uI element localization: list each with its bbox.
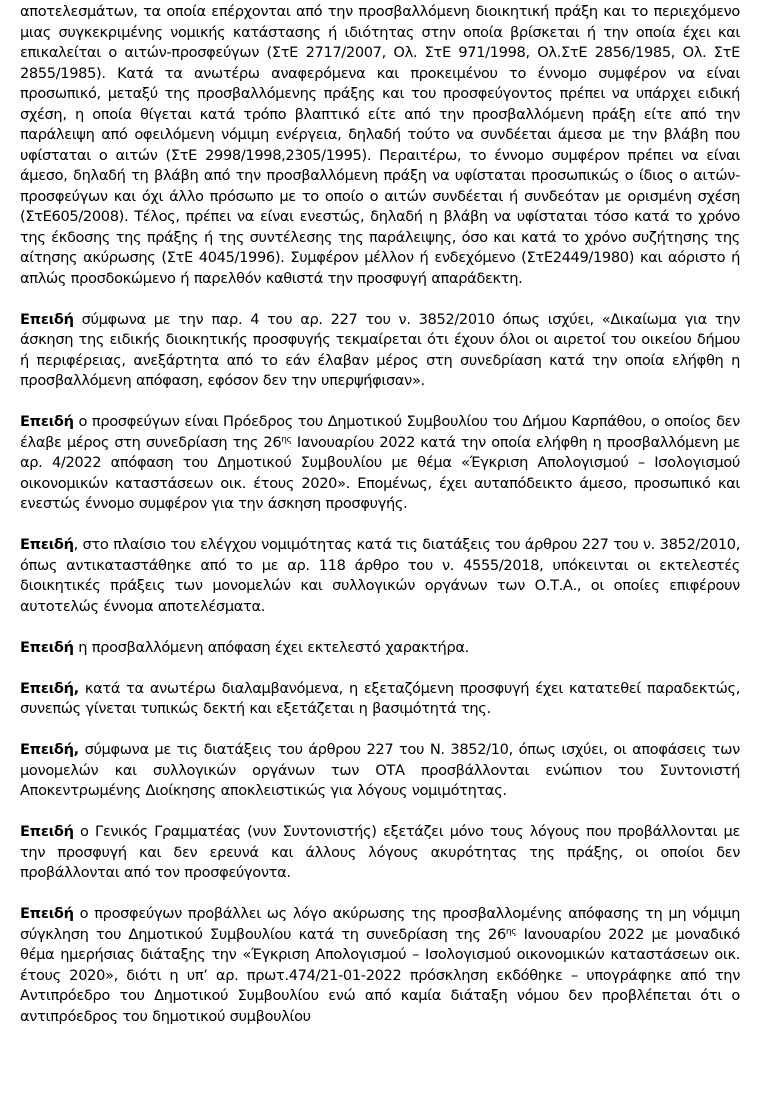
ordinal-suffix: ης [505,926,517,937]
ordinal-suffix: ης [281,434,292,445]
paragraph-appellant-standing [20,412,740,515]
paragraph-lead: Επειδή, [20,679,79,697]
paragraph-admissibility [20,679,740,720]
paragraph-executive-nature [20,638,740,659]
paragraph-text: ο προσφεύγων είναι Πρόεδρος του Δημοτικού Συμβουλίου του Δήμου Καρπάθου, ο οποίος δεν έλαβε μέρος στη συνεδρίαση της 26 [20,413,740,451]
paragraph-lead: Επειδή [20,823,74,840]
paragraph-lead: Επειδή [20,310,74,328]
paragraph-text: ο Γενικός Γραμματέας (νυν Συντονιστής) εξετάζει μόνο τους λόγους που προβάλλονται με την προσφυγή και δεν ερευνά και άλλους λόγους ακυρότητας της πράξης, οι οποίοι δεν προβάλλονται από τον προσφεύγοντα. [20,823,740,881]
paragraph-lead: Επειδή [20,905,74,922]
paragraph-legality-review [20,535,740,617]
paragraph-text: η προσβαλλόμενη απόφαση έχει εκτελεστό χαρακτήρα. [73,638,469,656]
paragraph-scope-of-review [20,822,740,884]
paragraph-legal-interest-continued [20,2,740,289]
paragraph-grounds-of-annulment [20,904,740,1027]
paragraph-text: Ιανουαρίου 2022 με μοναδικό θέμα ημερήσιας διάταξης την «Έγκριση Απολογισμού – Ισολογισμού οικονομικών καταστάσεων οικ. έτους 2020», διότι η υπ’ αρ. πρωτ.474/21-01-2022 πρόσκληση εκδόθηκε – υπογράφηκε από την Αντιπρόεδρο του Δημοτικού Συμβουλίου ενώ από καμία διάταξη νόμου δεν προβλέπεται ότι ο αντιπρόεδρος του δημοτικού συμβουλίου [20,925,741,1025]
paragraph-right-to-appeal [20,310,740,392]
paragraph-text: Ιανουαρίου 2022 κατά την οποία ελήφθη η προσβαλλόμενη με αρ. 4/2022 απόφαση του Δημοτικού Συμβουλίου με θέμα «Έγκριση Απολογισμού – Ισολογισμού οικονομικών καταστάσεων οικ. έτους 2020». Επομένως, έχει αυταπόδεικτο άμεσο, προσωπικό και ενεστώς έννομο συμφέρον για την άσκηση προσφυγής. [20,433,740,512]
paragraph-text: αποτελεσμάτων, τα οποία επέρχονται από την προσβαλλόμενη διοικητική πράξη και το περιεχόμενο μιας συγκεκριμένης νομικής κατάστασης ή ιδιότητας στην οποία βρίσκεται ή την οποία έχει και επικαλείται ο αιτών-προσφεύγων (ΣτΕ 2717/2007, Ολ. ΣτΕ 971/1998, Ολ.ΣτΕ 2856/1985, Ολ. ΣτΕ 2855/1985). Κατά τα ανωτέρω αναφερόμενα και προκειμένου το έννομο συμφέρον να είναι προσωπικό, μεταξύ της προσβαλλόμενης πράξης και του προσφεύγοντος πρέπει να υπάρχει ειδική σχέση, η οποία θίγεται κατά τρόπο βλαπτικό είτε από την προσβαλλόμενη πράξη είτε από την παράλειψη από οφειλόμενη νόμιμη ενέργεια, δηλαδή τούτο να συνδέεται άμεσα με την βλάβη που υφίσταται ο αιτών (ΣτΕ 2998/1998,2305/1995). Περαιτέρω, το έννομο συμφέρον πρέπει να είναι άμεσο, δηλαδή τη βλάβη από την προσβαλλόμενη πράξη να υφίσταται προσωπικώς ο ίδιος ο αιτών-προσφεύγων και όχι άλλο πρόσωπο με το οποίο ο αιτών συνδέεται ή συνδεόταν με ορισμένη σχέση (ΣτΕ605/2008). Τέλος, πρέπει να είναι ενεστώς, δηλαδή η βλάβη να υφίσταται τόσο κατά το χρόνο της έκδοσης της πράξης ή της συντέλεσης της παράλειψης, όσο και κατά το χρόνο συζήτησης της αίτησης ακύρωσης (ΣτΕ 4045/1996). Συμφέρον μέλλον ή ενδεχόμενο (ΣτΕ2449/1980) και αόριστο ή απλώς προσδοκώμενο ή παρελθόν καθιστά την προσφυγή απαράδεκτη. [20,3,740,287]
paragraph-text: κατά τα ανωτέρω διαλαμβανόμενα, η εξεταζόμενη προσφυγή έχει κατατεθεί παραδεκτώς, συνεπώς γίνεται τυπικώς δεκτή και εξετάζεται η βασιμότητά της. [20,679,740,717]
paragraph-text: , στο πλαίσιο του ελέγχου νομιμότητας κατά τις διατάξεις του άρθρου 227 του ν. 3852/2010, όπως αντικαταστάθηκε από το με αρ. 118 άρθρο του ν. 4555/2018, υπόκεινται οι εκτελεστές διοικητικές πράξεις των μονομελών και συλλογικών οργάνων των Ο.Τ.Α., οι οποίες επιφέρουν αυτοτελώς έννομα αποτελέσματα. [20,536,740,615]
paragraph-lead: Επειδή [20,536,74,553]
paragraph-lead: Επειδή [20,638,74,656]
paragraph-lead: Επειδή [20,413,74,430]
paragraph-legal-provisions [20,740,740,802]
paragraph-text: σύμφωνα με τις διατάξεις του άρθρου 227 του Ν. 3852/10, όπως ισχύει, οι αποφάσεις των μονομελών και συλλογικών οργάνων των ΟΤΑ προσβάλλονται ενώπιον του Συντονιστή Αποκεντρωμένης Διοίκησης αποκλειστικώς για λόγους νομιμότητας. [20,741,740,799]
paragraph-text: σύμφωνα με την παρ. 4 του αρ. 227 του ν. 3852/2010 όπως ισχύει, «Δικαίωμα για την άσκηση της ειδικής διοικητικής προσφυγής τεκμαίρεται ότι έχουν όλοι οι αιρετοί του οικείου δήμου ή περιφέρειας, ανεξάρτητα από το εάν έλαβαν μέρος στη συνεδρίαση κατά την οποία ελήφθη η προσβαλλόμενη απόφαση, εφόσον δεν την υπερψήφισαν». [20,310,740,389]
paragraph-text: ο προσφεύγων προβάλλει ως λόγο ακύρωσης της προσβαλλομένης απόφασης τη μη νόμιμη σύγκληση του Δημοτικού Συμβουλίου κατά τη συνεδρίαση της 26 [20,905,740,943]
paragraph-lead: Επειδή, [20,741,79,758]
